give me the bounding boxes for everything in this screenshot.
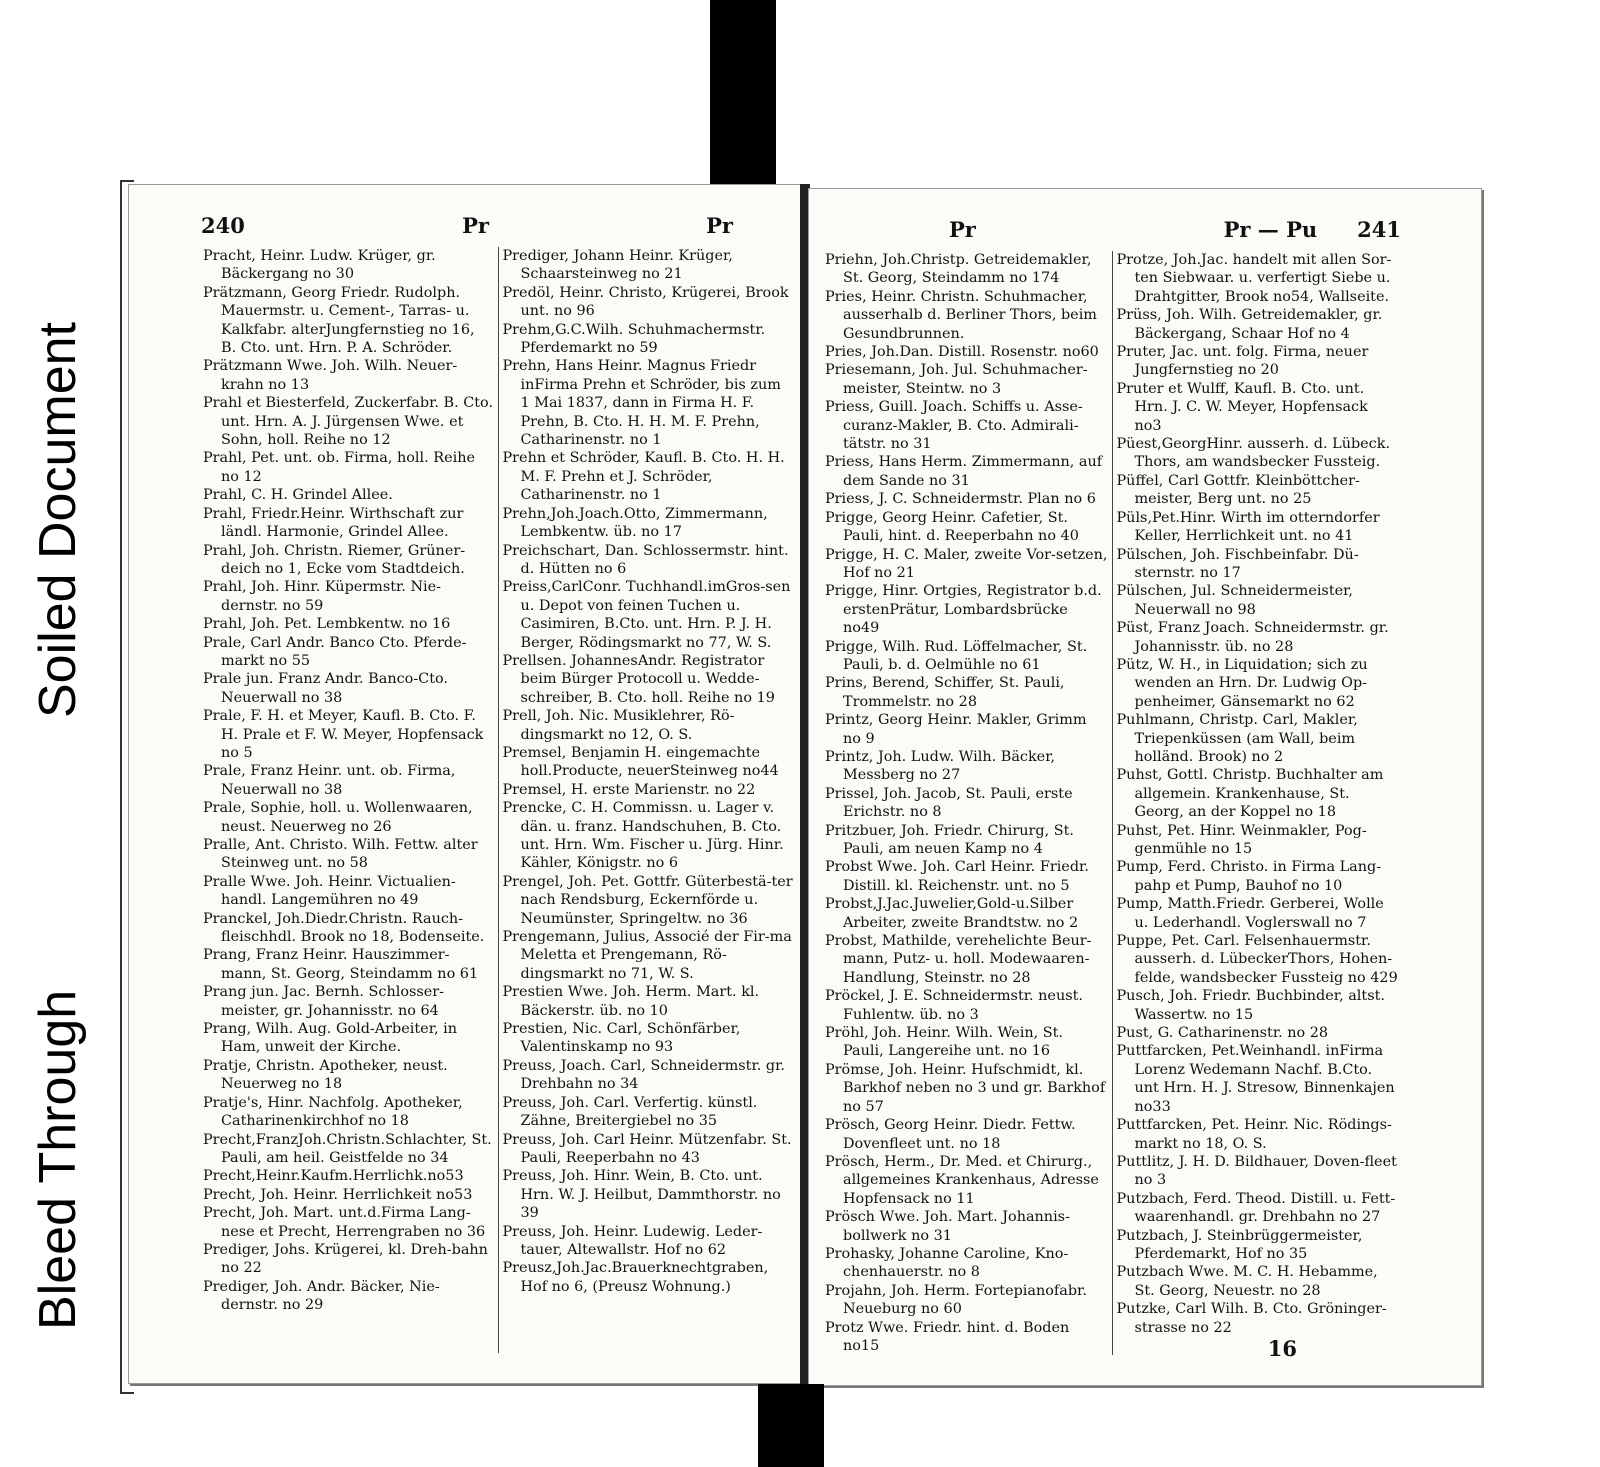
directory-entry: Pratje, Christn. Apotheker, neust. Neuerweg no 18 xyxy=(203,1057,448,1093)
signature-mark: 16 xyxy=(1267,1336,1297,1361)
directory-entry: Prömse, Joh. Heinr. Hufschmidt, kl. Barkhof neben no 3 und gr. Barkhof no 57 xyxy=(825,1061,1106,1115)
directory-entry: Prigge, Hinr. Ortgies, Registrator b.d. erstenPrätur, Lombardsbrücke no49 xyxy=(825,583,1102,637)
directory-entry: Priess, Hans Herm. Zimmermann, auf dem Sande no 31 xyxy=(825,454,1103,489)
directory-entry: Preiss,CarlConr. Tuchhandl.imGros-sen u. Depot von feinen Tuchen u. Casimiren, B.Cto. unt. Hrn. P. J. H. Berger, Rödingsmarkt no 77, W. S. xyxy=(502,579,791,651)
directory-entry: Pütz, W. H., in Liquidation; sich zu wenden an Hrn. Dr. Ludwig Op-penheimer, Gänsemarkt no 62 xyxy=(1116,656,1368,710)
directory-entry: Precht,Heinr.Kaufm.Herrlichk.no53 xyxy=(203,1168,464,1185)
directory-entry: Putzke, Carl Wilh. B. Cto. Gröninger-strasse no 22 xyxy=(1116,1301,1387,1336)
directory-entry: Pralle, Ant. Christo. Wilh. Fettw. alter Steinweg unt. no 58 xyxy=(203,837,478,872)
directory-entry: Pröckel, J. E. Schneidermstr. neust. Fuhlentw. üb. no 3 xyxy=(825,988,1083,1023)
directory-entry: Prins, Berend, Schiffer, St. Pauli, Trommelstr. no 28 xyxy=(825,675,1065,710)
directory-entry: Probst, Mathilde, verehelichte Beur-mann, Putz- u. holl. Modewaaren-Handlung, Steinstr. no 28 xyxy=(825,933,1092,986)
directory-entry: Prahl, C. H. Grindel Allee. xyxy=(203,487,393,504)
directory-entry: Puttfarcken, Pet. Heinr. Nic. Rödings-markt no 18, O. S. xyxy=(1116,1117,1392,1152)
directory-entry: Putzbach Wwe. M. C. H. Hebamme, St. Georg, Neuestr. no 28 xyxy=(1116,1264,1378,1299)
directory-entry: Prahl, Pet. unt. ob. Firma, holl. Reihe no 12 xyxy=(203,450,476,485)
directory-entry: Precht, Joh. Mart. unt.d.Firma Lang-nese et Precht, Herrengraben no 36 xyxy=(203,1205,486,1240)
directory-entry: Probst,J.Jac.Juwelier,Gold-u.Silber Arbeiter, zweite Brandtstw. no 2 xyxy=(825,896,1079,931)
directory-entry: Pratje's, Hinr. Nachfolg. Apotheker, Catharinenkirchhof no 18 xyxy=(203,1094,463,1130)
directory-entry: Prang, Wilh. Aug. Gold-Arbeiter, in Ham, unweit der Kirche. xyxy=(203,1021,458,1056)
directory-entry: Preuss, Joach. Carl, Schneidermstr. gr. Drehbahn no 34 xyxy=(502,1057,785,1093)
directory-entry: Printz, Joh. Ludw. Wilh. Bäcker, Messberg no 27 xyxy=(825,748,1056,784)
directory-entry: Premsel, H. erste Marienstr. no 22 xyxy=(502,781,756,798)
directory-entry: Prigge, H. C. Maler, zweite Vor-setzen, Hof no 21 xyxy=(825,546,1108,581)
directory-entry: Prediger, Joh. Andr. Bäcker, Nie-dernstr. no 29 xyxy=(203,1278,440,1314)
directory-entry: Prösch, Herm., Dr. Med. et Chirurg., allgemeines Krankenhaus, Adresse Hopfensack no 11 xyxy=(825,1153,1099,1207)
running-head: Pr xyxy=(706,213,733,238)
directory-entry: Prehn, Hans Heinr. Magnus Friedr inFirma Prehn et Schröder, bis zum 1 Mai 1837, dann in Firma H. F. Prehn, B. Cto. H. H. M. F. Prehn, Catharinenstr. no 1 xyxy=(502,358,781,449)
directory-entry: Prengel, Joh. Pet. Gottfr. Güterbestä-ter nach Rendsburg, Eckernförde u. Neumünster, Springeltw. no 36 xyxy=(502,873,793,927)
directory-entry: Priess, J. C. Schneidermstr. Plan no 6 xyxy=(825,491,1096,508)
directory-entry: Prediger, Johann Heinr. Krüger, Schaarsteinweg no 21 xyxy=(502,248,733,283)
directory-entry: Prale, F. H. et Meyer, Kaufl. B. Cto. F. H. Prale et F. W. Meyer, Hopfensack no 5 xyxy=(203,708,484,761)
directory-entry: Probst Wwe. Joh. Carl Heinr. Friedr. Distill. kl. Reichenstr. unt. no 5 xyxy=(825,859,1089,894)
directory-entry: Putzbach, J. Steinbrüggermeister, Pferdemarkt, Hof no 35 xyxy=(1116,1227,1363,1262)
directory-entry: Püffel, Carl Gottfr. Kleinböttcher-meister, Berg unt. no 25 xyxy=(1116,472,1360,508)
directory-entry: Pracht, Heinr. Ludw. Krüger, gr. Bäckergang no 30 xyxy=(203,248,436,283)
bleed-through-label: Bleed Through xyxy=(29,989,87,1331)
directory-entry: Preuss, Joh. Hinr. Wein, B. Cto. unt. Hrn. W. J. Heilbut, Dammthorstr. no 39 xyxy=(502,1168,781,1222)
right-page-header xyxy=(949,217,1401,242)
directory-entry: Prengemann, Julius, Associé der Fir-ma Meletta et Prengemann, Rö-dingsmarkt no 71, W. S. xyxy=(502,929,792,982)
directory-entry: Prohasky, Johanne Caroline, Kno-chenhauerstr. no 8 xyxy=(825,1245,1069,1281)
directory-entry: Preuss, Joh. Carl Heinr. Mützenfabr. St. Pauli, Reeperbahn no 43 xyxy=(502,1131,792,1166)
directory-entry: Pralle Wwe. Joh. Heinr. Victualien-handl. Langemühren no 49 xyxy=(203,873,456,909)
running-head: Pr xyxy=(949,217,976,242)
directory-entry: Protz Wwe. Friedr. hint. d. Boden no15 xyxy=(825,1319,1070,1354)
left-page-column-1 xyxy=(199,247,498,1353)
right-page xyxy=(808,188,1482,1386)
directory-entry: Precht,FranzJoh.Christn.Schlachter, St. Pauli, am heil. Geistfelde no 34 xyxy=(203,1131,492,1166)
directory-entry: Puttlitz, J. H. D. Bildhauer, Doven-fleet no 3 xyxy=(1116,1153,1397,1189)
directory-entry: Precht, Joh. Heinr. Herrlichkeit no53 xyxy=(203,1186,473,1203)
directory-entry: Prencke, C. H. Commissn. u. Lager v. dän. u. franz. Handschuhen, B. Cto. unt. Hrn. Wm. Fischer u. Jürg. Hinr. Kähler, Königstr. no 6 xyxy=(502,800,784,872)
directory-entry: Premsel, Benjamin H. eingemachte holl.Producte, neuerSteinweg no44 xyxy=(502,744,779,780)
directory-entry: Puhlmann, Christp. Carl, Makler, Triepenküssen (am Wall, beim holländ. Brook) no 2 xyxy=(1116,712,1358,765)
left-page-header xyxy=(201,213,793,238)
directory-entry: Prale jun. Franz Andr. Banco-Cto. Neuerwall no 38 xyxy=(203,671,448,706)
directory-entry: Pröhl, Joh. Heinr. Wilh. Wein, St. Pauli, Langereihe unt. no 16 xyxy=(825,1025,1064,1060)
directory-entry: Puttfarcken, Pet.Weinhandl. inFirma Lorenz Wedemann Nachf. B.Cto. unt Hrn. H. J. Stresow, Binnenkajen no33 xyxy=(1116,1043,1395,1115)
directory-entry: Prehm,G.C.Wilh. Schuhmachermstr. Pferdemarkt no 59 xyxy=(502,321,766,357)
directory-entry: Projahn, Joh. Herm. Fortepianofabr. Neueburg no 60 xyxy=(825,1282,1087,1318)
directory-entry: Prehn et Schröder, Kaufl. B. Cto. H. H. M. F. Prehn et J. Schröder, Catharinenstr. no 1 xyxy=(502,450,785,504)
directory-entry: Prigge, Wilh. Rud. Löffelmacher, St. Pauli, b. d. Oelmühle no 61 xyxy=(825,638,1088,673)
directory-entry: Preusz,Joh.Jac.Brauerknechtgraben, Hof no 6, (Preusz Wohnung.) xyxy=(502,1260,769,1295)
right-page-column-2 xyxy=(1112,251,1404,1355)
directory-entry: Pust, G. Catharinenstr. no 28 xyxy=(1116,1025,1329,1042)
directory-entry: Prätzmann, Georg Friedr. Rudolph. Mauermstr. u. Cement-, Tarras- u. Kalkfabr. alterJungfernstieg no 16, B. Cto. unt. Hrn. P. A. Schröder. xyxy=(203,284,475,357)
directory-entry: Priesemann, Joh. Jul. Schuhmacher-meister, Steintw. no 3 xyxy=(825,362,1088,397)
directory-entry: Pritzbuer, Joh. Friedr. Chirurg, St. Pauli, am neuen Kamp no 4 xyxy=(825,822,1074,857)
directory-entry: Priess, Guill. Joach. Schiffs u. Asse-curanz-Makler, B. Cto. Admirali-tätstr. no 31 xyxy=(825,399,1083,453)
directory-entry: Prahl, Joh. Christn. Riemer, Grüner-deich no 1, Ecke vom Stadtdeich. xyxy=(203,542,466,577)
directory-entry: Preuss, Joh. Heinr. Ludewig. Leder-tauer, Altewallstr. Hof no 62 xyxy=(502,1223,763,1258)
directory-entry: Puhst, Pet. Hinr. Weinmakler, Pog-genmühle no 15 xyxy=(1116,822,1367,857)
directory-entry: Pries, Joh.Dan. Distill. Rosenstr. no60 xyxy=(825,344,1099,361)
running-head: Pr — Pu xyxy=(1223,217,1318,242)
directory-entry: Püest,GeorgHinr. ausserh. d. Lübeck. Thors, am wandsbecker Fussteig. xyxy=(1116,436,1391,471)
directory-entry: Pusch, Joh. Friedr. Buchbinder, altst. Wassertw. no 15 xyxy=(1116,988,1385,1023)
directory-entry: Protze, Joh.Jac. handelt mit allen Sor-ten Siebwaar. u. verfertigt Siebe u. Drahtgitter, Brook no54, Wallseite. xyxy=(1116,252,1392,305)
directory-entry: Prahl, Friedr.Heinr. Wirthschaft zur ländl. Harmonie, Grindel Allee. xyxy=(203,505,464,541)
directory-entry: Prissel, Joh. Jacob, St. Pauli, erste Erichstr. no 8 xyxy=(825,785,1073,821)
directory-entry: Prüss, Joh. Wilh. Getreidemakler, gr. Bäckergang, Schaar Hof no 4 xyxy=(1116,307,1383,342)
directory-entry: Prätzmann Wwe. Joh. Wilh. Neuer-krahn no 13 xyxy=(203,358,458,393)
directory-entry: Preuss, Joh. Carl. Verfertig. künstl. Zähne, Breitergiebel no 35 xyxy=(502,1094,758,1130)
directory-entry: Prang, Franz Heinr. Hauszimmer-mann, St. Georg, Steindamm no 61 xyxy=(203,947,479,982)
directory-entry: Prale, Carl Andr. Banco Cto. Pferde-markt no 55 xyxy=(203,634,467,669)
directory-entry: Pülschen, Jul. Schneidermeister, Neuerwall no 98 xyxy=(1116,583,1353,618)
directory-entry: Prahl, Joh. Hinr. Küpermstr. Nie-dernstr. no 59 xyxy=(203,579,442,614)
directory-entry: Prale, Franz Heinr. unt. ob. Firma, Neuerwall no 38 xyxy=(203,763,456,798)
left-page xyxy=(128,184,804,1384)
directory-entry: Pump, Ferd. Christo. in Firma Lang-pahp et Pump, Bauhof no 10 xyxy=(1116,859,1382,894)
directory-entry: Puhst, Gottl. Christp. Buchhalter am allgemein. Krankenhause, St. Georg, an der Koppel no 18 xyxy=(1116,767,1384,821)
directory-entry: Pruter et Wulff, Kaufl. B. Cto. unt. Hrn. J. C. W. Meyer, Hopfensack no3 xyxy=(1116,380,1368,434)
right-page-column-1 xyxy=(821,251,1112,1355)
directory-entry: Prösch, Georg Heinr. Diedr. Fettw. Dovenfleet unt. no 18 xyxy=(825,1117,1076,1152)
soiled-document-label: Soiled Document xyxy=(29,322,87,718)
directory-entry: Priehn, Joh.Christp. Getreidemakler, St. Georg, Steindamm no 174 xyxy=(825,252,1092,287)
left-page-column-2 xyxy=(498,247,798,1353)
directory-entry: Pruter, Jac. unt. folg. Firma, neuer Jungfernstieg no 20 xyxy=(1116,344,1369,379)
directory-entry: Püls,Pet.Hinr. Wirth im otterndorfer Keller, Herrlichkeit unt. no 41 xyxy=(1116,509,1380,545)
directory-entry: Prestien, Nic. Carl, Schönfärber, Valentinskamp no 93 xyxy=(502,1021,741,1056)
directory-entry: Predöl, Heinr. Christo, Krügerei, Brook unt. no 96 xyxy=(502,284,789,320)
directory-entry: Prediger, Johs. Krügerei, kl. Dreh-bahn no 22 xyxy=(203,1241,488,1277)
page-number: 240 xyxy=(201,213,245,238)
directory-entry: Preichschart, Dan. Schlossermstr. hint. d. Hütten no 6 xyxy=(502,542,789,577)
running-head: Pr xyxy=(462,213,489,238)
directory-entry: Prang jun. Jac. Bernh. Schlosser-meister, gr. Johannisstr. no 64 xyxy=(203,984,445,1019)
gutter-bar-bottom xyxy=(758,1384,824,1467)
directory-entry: Printz, Georg Heinr. Makler, Grimm no 9 xyxy=(825,712,1087,747)
directory-entry: Putzbach, Ferd. Theod. Distill. u. Fett-waarenhandl. gr. Drehbahn no 27 xyxy=(1116,1190,1396,1226)
directory-entry: Prehn,Joh.Joach.Otto, Zimmermann, Lembkentw. üb. no 17 xyxy=(502,505,768,541)
gutter-bar-top xyxy=(710,0,776,192)
directory-entry: Prale, Sophie, holl. u. Wollenwaaren, neust. Neuerweg no 26 xyxy=(203,800,473,835)
directory-entry: Prahl et Biesterfeld, Zuckerfabr. B. Cto. unt. Hrn. A. J. Jürgensen Wwe. et Sohn, holl. Reihe no 12 xyxy=(203,395,494,449)
directory-entry: Pump, Matth.Friedr. Gerberei, Wolle u. Lederhandl. Voglerswall no 7 xyxy=(1116,896,1384,931)
directory-entry: Pries, Heinr. Christn. Schuhmacher, ausserhalb d. Berliner Thors, beim Gesundbrunnen. xyxy=(825,288,1097,342)
page-number: 241 xyxy=(1357,217,1401,242)
directory-entry: Pranckel, Joh.Diedr.Christn. Rauch-fleischhdl. Brook no 18, Bodenseite. xyxy=(203,910,485,946)
directory-entry: Püst, Franz Joach. Schneidermstr. gr. Johannisstr. üb. no 28 xyxy=(1116,620,1389,655)
directory-entry: Prahl, Joh. Pet. Lembkentw. no 16 xyxy=(203,616,451,633)
directory-entry: Puppe, Pet. Carl. Felsenhauermstr. ausserh. d. LübeckerThors, Hohen-felde, wandsbecker Fussteig no 429 xyxy=(1116,933,1398,986)
directory-entry: Prigge, Georg Heinr. Cafetier, St. Pauli, hint. d. Reeperbahn no 40 xyxy=(825,509,1079,545)
directory-entry: Prellsen. JohannesAndr. Registrator beim Bürger Protocoll u. Wedde-schreiber, B. Cto. holl. Reihe no 19 xyxy=(502,652,775,706)
directory-entry: Pülschen, Joh. Fischbeinfabr. Dü-sternstr. no 17 xyxy=(1116,546,1359,581)
directory-entry: Prell, Joh. Nic. Musiklehrer, Rö-dingsmarkt no 12, O. S. xyxy=(502,708,735,743)
directory-entry: Prösch Wwe. Joh. Mart. Johannis-bollwerk no 31 xyxy=(825,1209,1070,1244)
directory-entry: Prestien Wwe. Joh. Herm. Mart. kl. Bäckerstr. üb. no 10 xyxy=(502,984,760,1019)
